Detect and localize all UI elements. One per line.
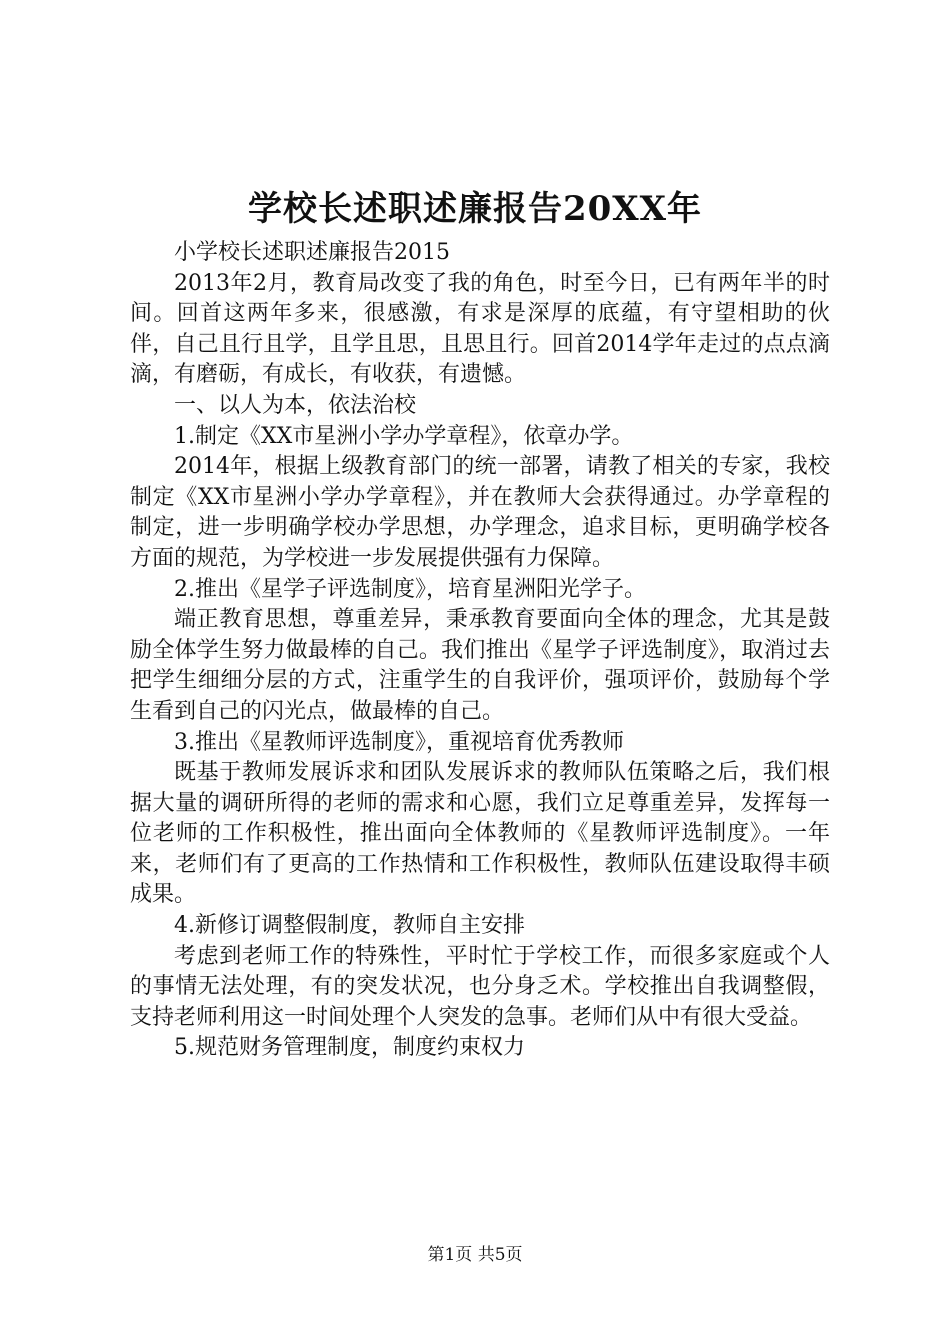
subheading: 4.新修订调整假制度，教师自主安排 <box>174 913 525 939</box>
subheading: 5.规范财务管理制度，制度约束权力 <box>174 1035 525 1061</box>
paragraph: 端正教育思想，尊重差异，秉承教育要面向全体的理念，尤其是鼓励全体学生努力做最棒的自己。我们推出《星学子评选制度》，取消过去把学生细细分层的方式，注重学生的自我评价，强项评价，鼓励每个学生看到自己的闪光点，做最棒的自己。 <box>130 607 830 724</box>
subheading: 2.推出《星学子评选制度》，培育星洲阳光学子。 <box>174 576 646 602</box>
paragraph: 既基于教师发展诉求和团队发展诉求的教师队伍策略之后，我们根据大量的调研所得的老师的需求和心愿，我们立足尊重差异，发挥每一位老师的工作积极性，推出面向全体教师的《星教师评选制度》。一年来，老师们有了更高的工作热情和工作积极性，教师队伍建设取得丰硕成果。 <box>130 760 830 908</box>
page-footer: 第1页 共5页 <box>427 1245 523 1265</box>
subheading: 1.制定《XX市星洲小学办学章程》，依章办学。 <box>174 423 634 449</box>
document-body <box>130 238 830 1064</box>
subheading: 3.推出《星教师评选制度》，重视培育优秀教师 <box>174 729 624 755</box>
document-title: 学校长述职述廉报告20XX年 <box>247 189 703 229</box>
paragraph: 考虑到老师工作的特殊性，平时忙于学校工作，而很多家庭或个人的事情无法处理，有的突发状况，也分身乏术。学校推出自我调整假，支持老师利用这一时间处理个人突发的急事。老师们从中有很大受益。 <box>130 943 830 1030</box>
section-heading: 一、以人为本，依法治校 <box>174 392 417 418</box>
paragraph: 2013年2月，教育局改变了我的角色，时至今日，已有两年半的时间。回首这两年多来，很感激，有求是深厚的底蕴，有守望相助的伙伴，自己且行且学，且学且思，且思且行。回首2014学年走过的点点滴滴，有磨砺，有成长，有收获，有遗憾。 <box>130 270 830 388</box>
paragraph: 2014年，根据上级教育部门的统一部署，请教了相关的专家，我校制定《XX市星洲小学办学章程》，并在教师大会获得通过。办学章程的制定，进一步明确学校办学思想，办学理念，追求目标，更明确学校各方面的规范，为学校进一步发展提供强有力保障。 <box>130 454 830 571</box>
paragraph: 小学校长述职述廉报告2015 <box>174 240 450 265</box>
